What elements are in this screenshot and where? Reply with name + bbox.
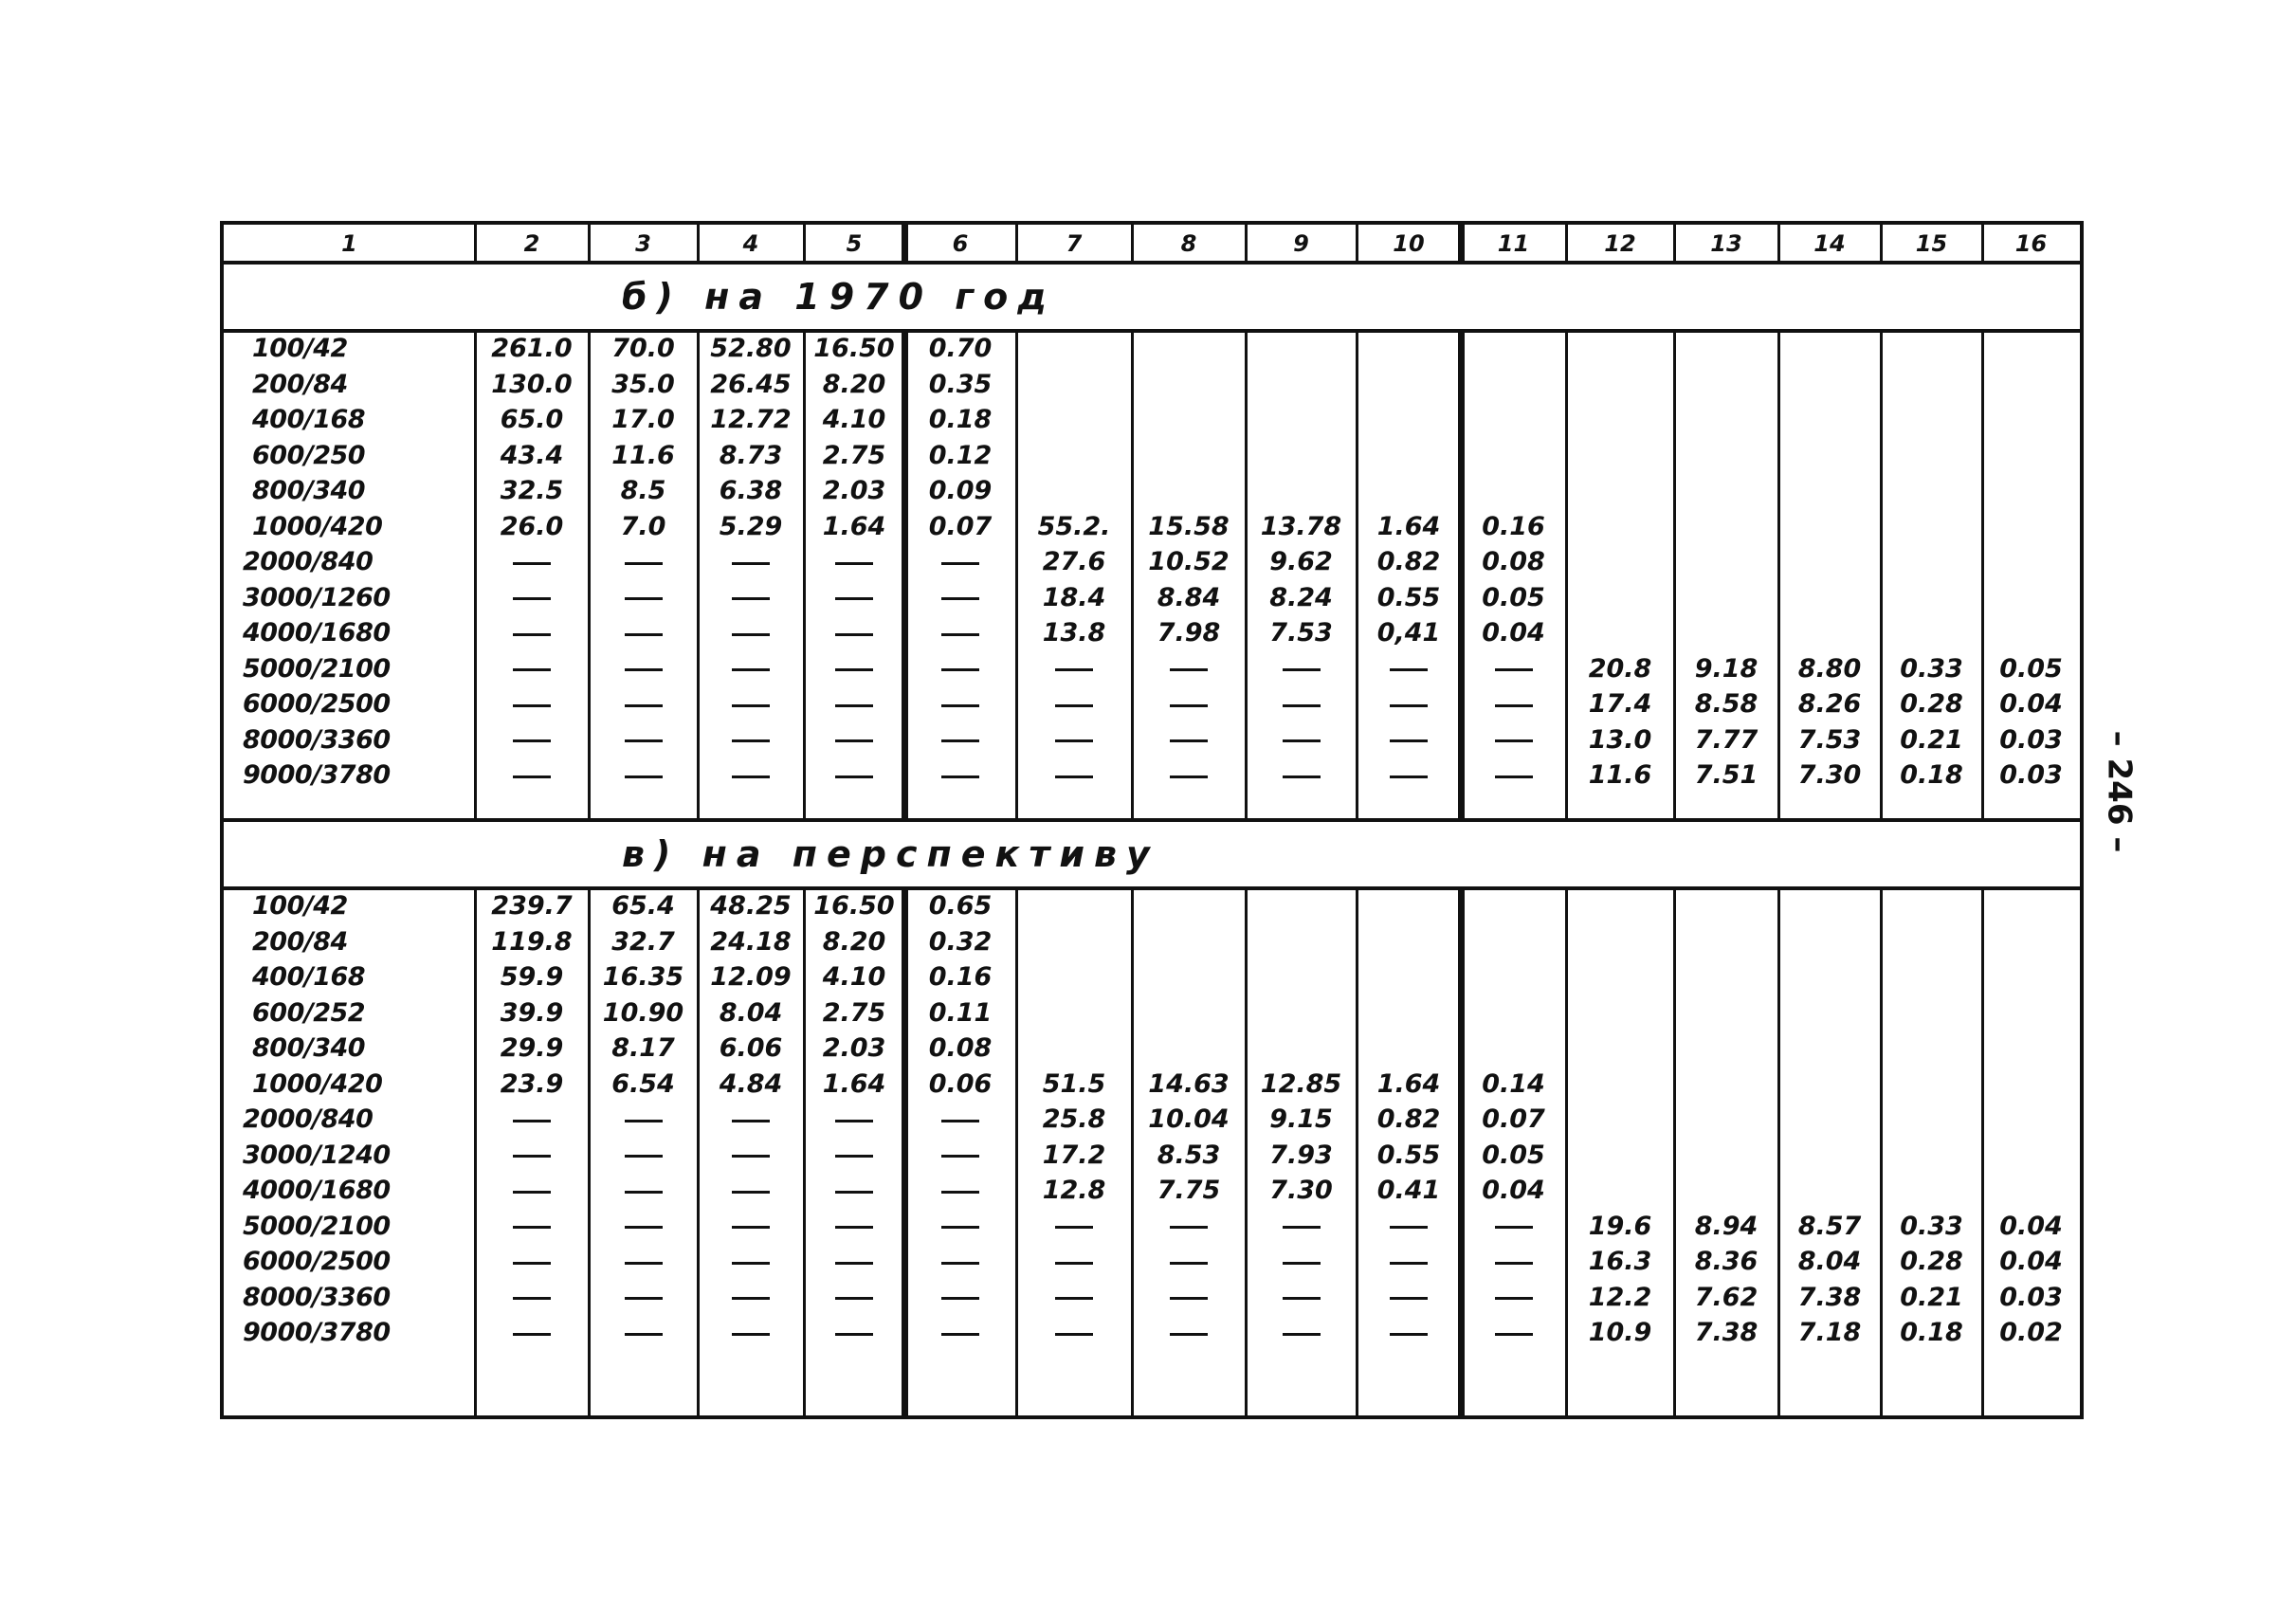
table-cell: 43.4 <box>500 440 564 470</box>
table-cell: 8.17 <box>611 1033 675 1063</box>
dash-mark <box>1495 1333 1533 1336</box>
row-label: 4000/1680 <box>243 1176 391 1205</box>
dash-mark <box>513 776 551 778</box>
row-label: 6000/2500 <box>243 689 391 719</box>
dash-mark <box>513 1226 551 1229</box>
table-cell: 0.05 <box>1482 1140 1545 1170</box>
row-label: 800/340 <box>252 476 366 505</box>
table-cell: 13.78 <box>1260 511 1342 541</box>
column-header: 14 <box>1813 230 1846 257</box>
table-cell: 9.15 <box>1269 1104 1333 1134</box>
dash-mark <box>1055 1262 1093 1265</box>
table-cell: 8.36 <box>1694 1247 1758 1276</box>
column-header: 8 <box>1180 230 1197 257</box>
table-cell: 7.38 <box>1797 1282 1862 1312</box>
table-cell: 8.73 <box>719 440 783 470</box>
table-cell: 7.53 <box>1269 618 1333 648</box>
dash-mark <box>1390 739 1428 742</box>
dash-mark <box>1390 776 1428 778</box>
dash-mark <box>1283 1333 1321 1336</box>
dash-mark <box>941 1333 979 1336</box>
table-cell: 16.3 <box>1588 1247 1652 1276</box>
dash-mark <box>1170 739 1208 742</box>
dash-mark <box>625 562 663 565</box>
dash-mark <box>513 739 551 742</box>
dash-mark <box>941 633 979 636</box>
dash-mark <box>941 776 979 778</box>
table-cell: 0.08 <box>1482 547 1545 576</box>
table-cell: 239.7 <box>491 891 573 921</box>
table-cell: 24.18 <box>710 926 792 957</box>
dash-mark <box>1170 704 1208 707</box>
table-cell: 4.10 <box>822 962 886 992</box>
dash-mark <box>625 704 663 707</box>
dash-mark <box>513 562 551 565</box>
dash-mark <box>1390 1226 1428 1229</box>
table-cell: 7.30 <box>1269 1176 1333 1205</box>
row-label: 2000/840 <box>243 1104 374 1134</box>
dash-mark <box>732 1120 770 1122</box>
dash-mark <box>1055 776 1093 778</box>
table-cell: 0.04 <box>1999 1247 2063 1276</box>
table-cell: 0.18 <box>928 405 993 434</box>
table-cell: 0.21 <box>1900 724 1963 755</box>
table-cell: 19.6 <box>1588 1211 1652 1241</box>
table-cell: 0.70 <box>928 334 993 363</box>
dash-mark <box>625 1226 663 1229</box>
column-header: 6 <box>952 230 969 257</box>
dash-mark <box>513 1297 551 1300</box>
table-cell: 6.54 <box>611 1068 675 1099</box>
table-cell: 16.50 <box>813 891 895 921</box>
table-cell: 70.0 <box>611 334 675 363</box>
table-cell: 17.0 <box>611 405 675 434</box>
table-cell: 0.03 <box>1999 724 2063 755</box>
dash-mark <box>941 668 979 671</box>
dash-mark <box>513 1155 551 1158</box>
dash-mark <box>1055 1297 1093 1300</box>
dash-mark <box>835 1120 873 1122</box>
table-cell: 7.51 <box>1694 760 1758 790</box>
table-cell: 0.04 <box>1482 1176 1545 1205</box>
table-cell: 2.75 <box>822 997 886 1028</box>
table-cell: 25.8 <box>1042 1104 1106 1134</box>
table-cell: 0.09 <box>928 476 993 505</box>
dash-mark <box>1390 1262 1428 1265</box>
table-cell: 26.45 <box>710 369 792 399</box>
row-label: 6000/2500 <box>243 1247 391 1276</box>
dash-mark <box>1283 1262 1321 1265</box>
dash-mark <box>1390 668 1428 671</box>
table-cell: 0,41 <box>1376 618 1441 648</box>
table-cell: 7.30 <box>1797 760 1862 790</box>
page-number-text: – 246 – <box>2100 730 2138 853</box>
dash-mark <box>1390 1297 1428 1300</box>
table-cell: 0.04 <box>1999 689 2063 719</box>
row-label: 3000/1240 <box>243 1140 391 1170</box>
table-cell: 8.20 <box>822 369 886 399</box>
dash-mark <box>732 776 770 778</box>
table-cell: 65.0 <box>500 405 564 434</box>
dash-mark <box>1283 739 1321 742</box>
table-cell: 1.64 <box>1376 511 1441 541</box>
table-cell: 4.10 <box>822 405 886 434</box>
dash-mark <box>941 704 979 707</box>
table-cell: 18.4 <box>1042 582 1106 612</box>
dash-mark <box>835 739 873 742</box>
table-cell: 1.64 <box>822 1068 886 1099</box>
dash-mark <box>941 597 979 600</box>
table-cell: 12.8 <box>1042 1176 1106 1205</box>
column-header: 4 <box>742 230 759 257</box>
row-label: 1000/420 <box>252 511 383 541</box>
dash-mark <box>835 668 873 671</box>
table-cell: 5.29 <box>719 511 783 541</box>
row-label: 400/168 <box>252 405 366 434</box>
row-label: 100/42 <box>252 334 348 363</box>
table-cell: 0.21 <box>1900 1282 1963 1312</box>
column-header: 5 <box>846 230 863 257</box>
dash-mark <box>625 739 663 742</box>
table-cell: 65.4 <box>611 891 675 921</box>
table-cell: 0.16 <box>928 962 993 992</box>
table-cell: 8.94 <box>1694 1211 1758 1241</box>
dash-mark <box>941 1155 979 1158</box>
table-cell: 39.9 <box>500 997 564 1028</box>
dash-mark <box>732 1297 770 1300</box>
table-cell: 0.65 <box>928 891 993 921</box>
dash-mark <box>1170 1262 1208 1265</box>
table-cell: 8.24 <box>1269 582 1333 612</box>
dash-mark <box>625 633 663 636</box>
row-label: 3000/1260 <box>243 582 391 612</box>
dash-mark <box>1170 776 1208 778</box>
table-cell: 0.18 <box>1900 1318 1963 1347</box>
table-cell: 13.0 <box>1588 724 1652 755</box>
dash-mark <box>625 668 663 671</box>
dash-mark <box>941 562 979 565</box>
table-cell: 0.11 <box>928 997 993 1028</box>
dash-mark <box>625 1297 663 1300</box>
table-cell: 7.75 <box>1157 1176 1221 1205</box>
dash-mark <box>1170 1333 1208 1336</box>
column-header: 3 <box>635 230 651 257</box>
table-cell: 2.03 <box>822 476 886 505</box>
table-cell: 0.32 <box>928 926 993 957</box>
dash-mark <box>513 633 551 636</box>
table-cell: 0.82 <box>1376 1104 1441 1134</box>
table-cell: 261.0 <box>491 334 573 363</box>
row-label: 200/84 <box>252 926 348 957</box>
table-cell: 11.6 <box>1588 760 1652 790</box>
dash-mark <box>941 1226 979 1229</box>
table-cell: 0.55 <box>1376 582 1441 612</box>
table-cell: 8.04 <box>719 997 783 1028</box>
column-header: 11 <box>1497 230 1530 257</box>
dash-mark <box>732 1191 770 1194</box>
table-cell: 32.7 <box>611 926 675 957</box>
table-cell: 0.18 <box>1900 760 1963 790</box>
dash-mark <box>1055 1333 1093 1336</box>
row-label: 8000/3360 <box>243 724 391 755</box>
dash-mark <box>941 1297 979 1300</box>
table-cell: 12.2 <box>1588 1282 1652 1312</box>
table-cell: 2.75 <box>822 440 886 470</box>
dash-mark <box>1283 1226 1321 1229</box>
table-cell: 9.62 <box>1269 547 1333 576</box>
table-cell: 1.64 <box>1376 1068 1441 1099</box>
table-cell: 8.84 <box>1157 582 1221 612</box>
row-label: 4000/1680 <box>243 618 391 648</box>
table-cell: 20.8 <box>1588 653 1652 684</box>
table-cell: 13.8 <box>1042 618 1106 648</box>
table-cell: 0.28 <box>1900 689 1963 719</box>
table-cell: 0.28 <box>1900 1247 1963 1276</box>
dash-mark <box>513 1333 551 1336</box>
dash-mark <box>732 1262 770 1265</box>
dash-mark <box>835 597 873 600</box>
table-cell: 0.04 <box>1999 1211 2063 1241</box>
dash-mark <box>1283 668 1321 671</box>
row-label: 100/42 <box>252 891 348 921</box>
dash-mark <box>941 1120 979 1122</box>
row-label: 5000/2100 <box>243 653 391 684</box>
table-cell: 8.58 <box>1694 689 1758 719</box>
dash-mark <box>835 562 873 565</box>
table-cell: 11.6 <box>611 440 675 470</box>
table-cell: 7.18 <box>1797 1318 1862 1347</box>
dash-mark <box>625 1155 663 1158</box>
dash-mark <box>1495 1262 1533 1265</box>
dash-mark <box>1170 1226 1208 1229</box>
table-cell: 9.18 <box>1694 653 1758 684</box>
table-cell: 10.52 <box>1148 547 1230 576</box>
table-cell: 0.04 <box>1482 618 1545 648</box>
table-cell: 2.03 <box>822 1033 886 1063</box>
table-cell: 0.07 <box>1482 1104 1545 1134</box>
dash-mark <box>513 704 551 707</box>
section-title: б) на 1970 год <box>622 276 1056 318</box>
column-header: 1 <box>341 230 357 257</box>
table-cell: 0.12 <box>928 440 993 470</box>
dash-mark <box>732 597 770 600</box>
section-title: в) на перспективу <box>622 833 1159 875</box>
table-cell: 0.41 <box>1376 1176 1441 1205</box>
row-label: 600/250 <box>252 440 366 470</box>
table-cell: 7.77 <box>1694 724 1758 755</box>
dash-mark <box>835 633 873 636</box>
dash-mark <box>513 597 551 600</box>
table-cell: 0.05 <box>1482 582 1545 612</box>
row-label: 2000/840 <box>243 547 374 576</box>
row-label: 5000/2100 <box>243 1211 391 1241</box>
dash-mark <box>513 1120 551 1122</box>
dash-mark <box>1495 1226 1533 1229</box>
row-label: 200/84 <box>252 369 348 399</box>
dash-mark <box>625 1191 663 1194</box>
table-cell: 0.82 <box>1376 547 1441 576</box>
table-cell: 16.50 <box>813 334 895 363</box>
dash-mark <box>1283 1297 1321 1300</box>
table-cell: 8.5 <box>620 476 666 505</box>
table-cell: 0.05 <box>1999 653 2063 684</box>
dash-mark <box>625 1333 663 1336</box>
column-header: 7 <box>1066 230 1083 257</box>
table-cell: 12.72 <box>710 405 792 434</box>
dash-mark <box>1495 739 1533 742</box>
dash-mark <box>1055 739 1093 742</box>
dash-mark <box>941 739 979 742</box>
dash-mark <box>732 1155 770 1158</box>
column-header: 12 <box>1604 230 1636 257</box>
table-cell: 0.03 <box>1999 1282 2063 1312</box>
table-cell: 15.58 <box>1148 511 1230 541</box>
table-cell: 52.80 <box>710 334 792 363</box>
table-cell: 7.98 <box>1157 618 1221 648</box>
dash-mark <box>732 562 770 565</box>
table-cell: 1.64 <box>822 511 886 541</box>
table-cell: 26.0 <box>500 511 564 541</box>
dash-mark <box>835 1333 873 1336</box>
table-cell: 4.84 <box>719 1068 783 1099</box>
column-header: 2 <box>523 230 540 257</box>
dash-mark <box>625 1120 663 1122</box>
dash-mark <box>835 704 873 707</box>
row-label: 9000/3780 <box>243 1318 391 1347</box>
table-cell: 0.07 <box>928 511 993 541</box>
row-label: 400/168 <box>252 962 366 992</box>
table-cell: 0.03 <box>1999 760 2063 790</box>
table-cell: 23.9 <box>500 1068 564 1099</box>
table-cell: 8.04 <box>1797 1247 1862 1276</box>
dash-mark <box>835 1262 873 1265</box>
table-cell: 10.04 <box>1148 1104 1230 1134</box>
dash-mark <box>732 1333 770 1336</box>
table-cell: 10.9 <box>1588 1318 1652 1347</box>
row-label: 9000/3780 <box>243 760 391 790</box>
dash-mark <box>1495 1297 1533 1300</box>
table-cell: 6.38 <box>719 476 783 505</box>
table-cell: 8.26 <box>1797 689 1862 719</box>
table-cell: 17.4 <box>1588 689 1652 719</box>
table-cell: 59.9 <box>500 962 564 992</box>
dash-mark <box>1055 668 1093 671</box>
column-header: 9 <box>1293 230 1309 257</box>
row-label: 8000/3360 <box>243 1282 391 1312</box>
dash-mark <box>1055 1226 1093 1229</box>
dash-mark <box>732 704 770 707</box>
dash-mark <box>835 1226 873 1229</box>
dash-mark <box>732 1226 770 1229</box>
table-cell: 7.0 <box>620 511 666 541</box>
table-cell: 0.14 <box>1482 1068 1545 1099</box>
table-cell: 32.5 <box>500 476 564 505</box>
row-label: 800/340 <box>252 1033 366 1063</box>
table-cell: 7.38 <box>1694 1318 1758 1347</box>
table-cell: 8.80 <box>1797 653 1862 684</box>
dash-mark <box>513 1262 551 1265</box>
dash-mark <box>835 1297 873 1300</box>
table-cell: 0.33 <box>1900 1211 1963 1241</box>
dash-mark <box>1495 776 1533 778</box>
column-header: 16 <box>2014 230 2048 257</box>
dash-mark <box>1495 668 1533 671</box>
table-cell: 27.6 <box>1042 547 1106 576</box>
dash-mark <box>1390 704 1428 707</box>
table-cell: 119.8 <box>491 926 573 957</box>
dash-mark <box>1390 1333 1428 1336</box>
dash-mark <box>1170 1297 1208 1300</box>
dash-mark <box>513 1191 551 1194</box>
dash-mark <box>513 668 551 671</box>
table-cell: 48.25 <box>710 891 792 921</box>
column-header: 15 <box>1915 230 1948 257</box>
column-header: 10 <box>1393 230 1425 257</box>
table-cell: 6.06 <box>719 1033 783 1063</box>
table-cell: 14.63 <box>1148 1068 1230 1099</box>
row-label: 1000/420 <box>252 1068 383 1099</box>
dash-mark <box>732 668 770 671</box>
table-cell: 0.33 <box>1900 653 1963 684</box>
table-cell: 12.09 <box>710 962 792 992</box>
dash-mark <box>835 776 873 778</box>
table-cell: 0.02 <box>1999 1318 2063 1347</box>
dash-mark <box>941 1191 979 1194</box>
table-cell: 17.2 <box>1042 1140 1106 1170</box>
table-cell: 0.16 <box>1482 511 1545 541</box>
table-cell: 0.06 <box>928 1068 993 1099</box>
table-cell: 7.62 <box>1694 1282 1758 1312</box>
table-cell: 0.35 <box>928 369 993 399</box>
table-cell: 8.20 <box>822 926 886 957</box>
table-cell: 7.93 <box>1269 1140 1333 1170</box>
dash-mark <box>1283 776 1321 778</box>
column-header: 13 <box>1710 230 1742 257</box>
dash-mark <box>941 1262 979 1265</box>
table-cell: 8.57 <box>1797 1211 1862 1241</box>
dash-mark <box>625 597 663 600</box>
table-cell: 7.53 <box>1797 724 1862 755</box>
table-cell: 10.90 <box>602 997 684 1028</box>
table-cell: 0.08 <box>928 1033 993 1063</box>
row-label: 600/252 <box>252 997 366 1028</box>
dash-mark <box>625 1262 663 1265</box>
dash-mark <box>835 1191 873 1194</box>
dash-mark <box>1170 668 1208 671</box>
dash-mark <box>732 633 770 636</box>
table-cell: 8.53 <box>1157 1140 1221 1170</box>
table-cell: 12.85 <box>1260 1068 1342 1099</box>
page-number <box>2090 721 2147 863</box>
dash-mark <box>1055 704 1093 707</box>
table-cell: 55.2. <box>1037 511 1111 541</box>
dash-mark <box>835 1155 873 1158</box>
dash-mark <box>1495 704 1533 707</box>
table-cell: 29.9 <box>500 1033 564 1063</box>
table-cell: 0.55 <box>1376 1140 1441 1170</box>
dash-mark <box>1283 704 1321 707</box>
table-cell: 51.5 <box>1042 1068 1106 1099</box>
dash-mark <box>625 776 663 778</box>
table-cell: 130.0 <box>491 369 573 399</box>
dash-mark <box>732 739 770 742</box>
data-table <box>220 221 2084 1419</box>
table-cell: 35.0 <box>611 369 675 399</box>
table-cell: 16.35 <box>602 962 684 992</box>
